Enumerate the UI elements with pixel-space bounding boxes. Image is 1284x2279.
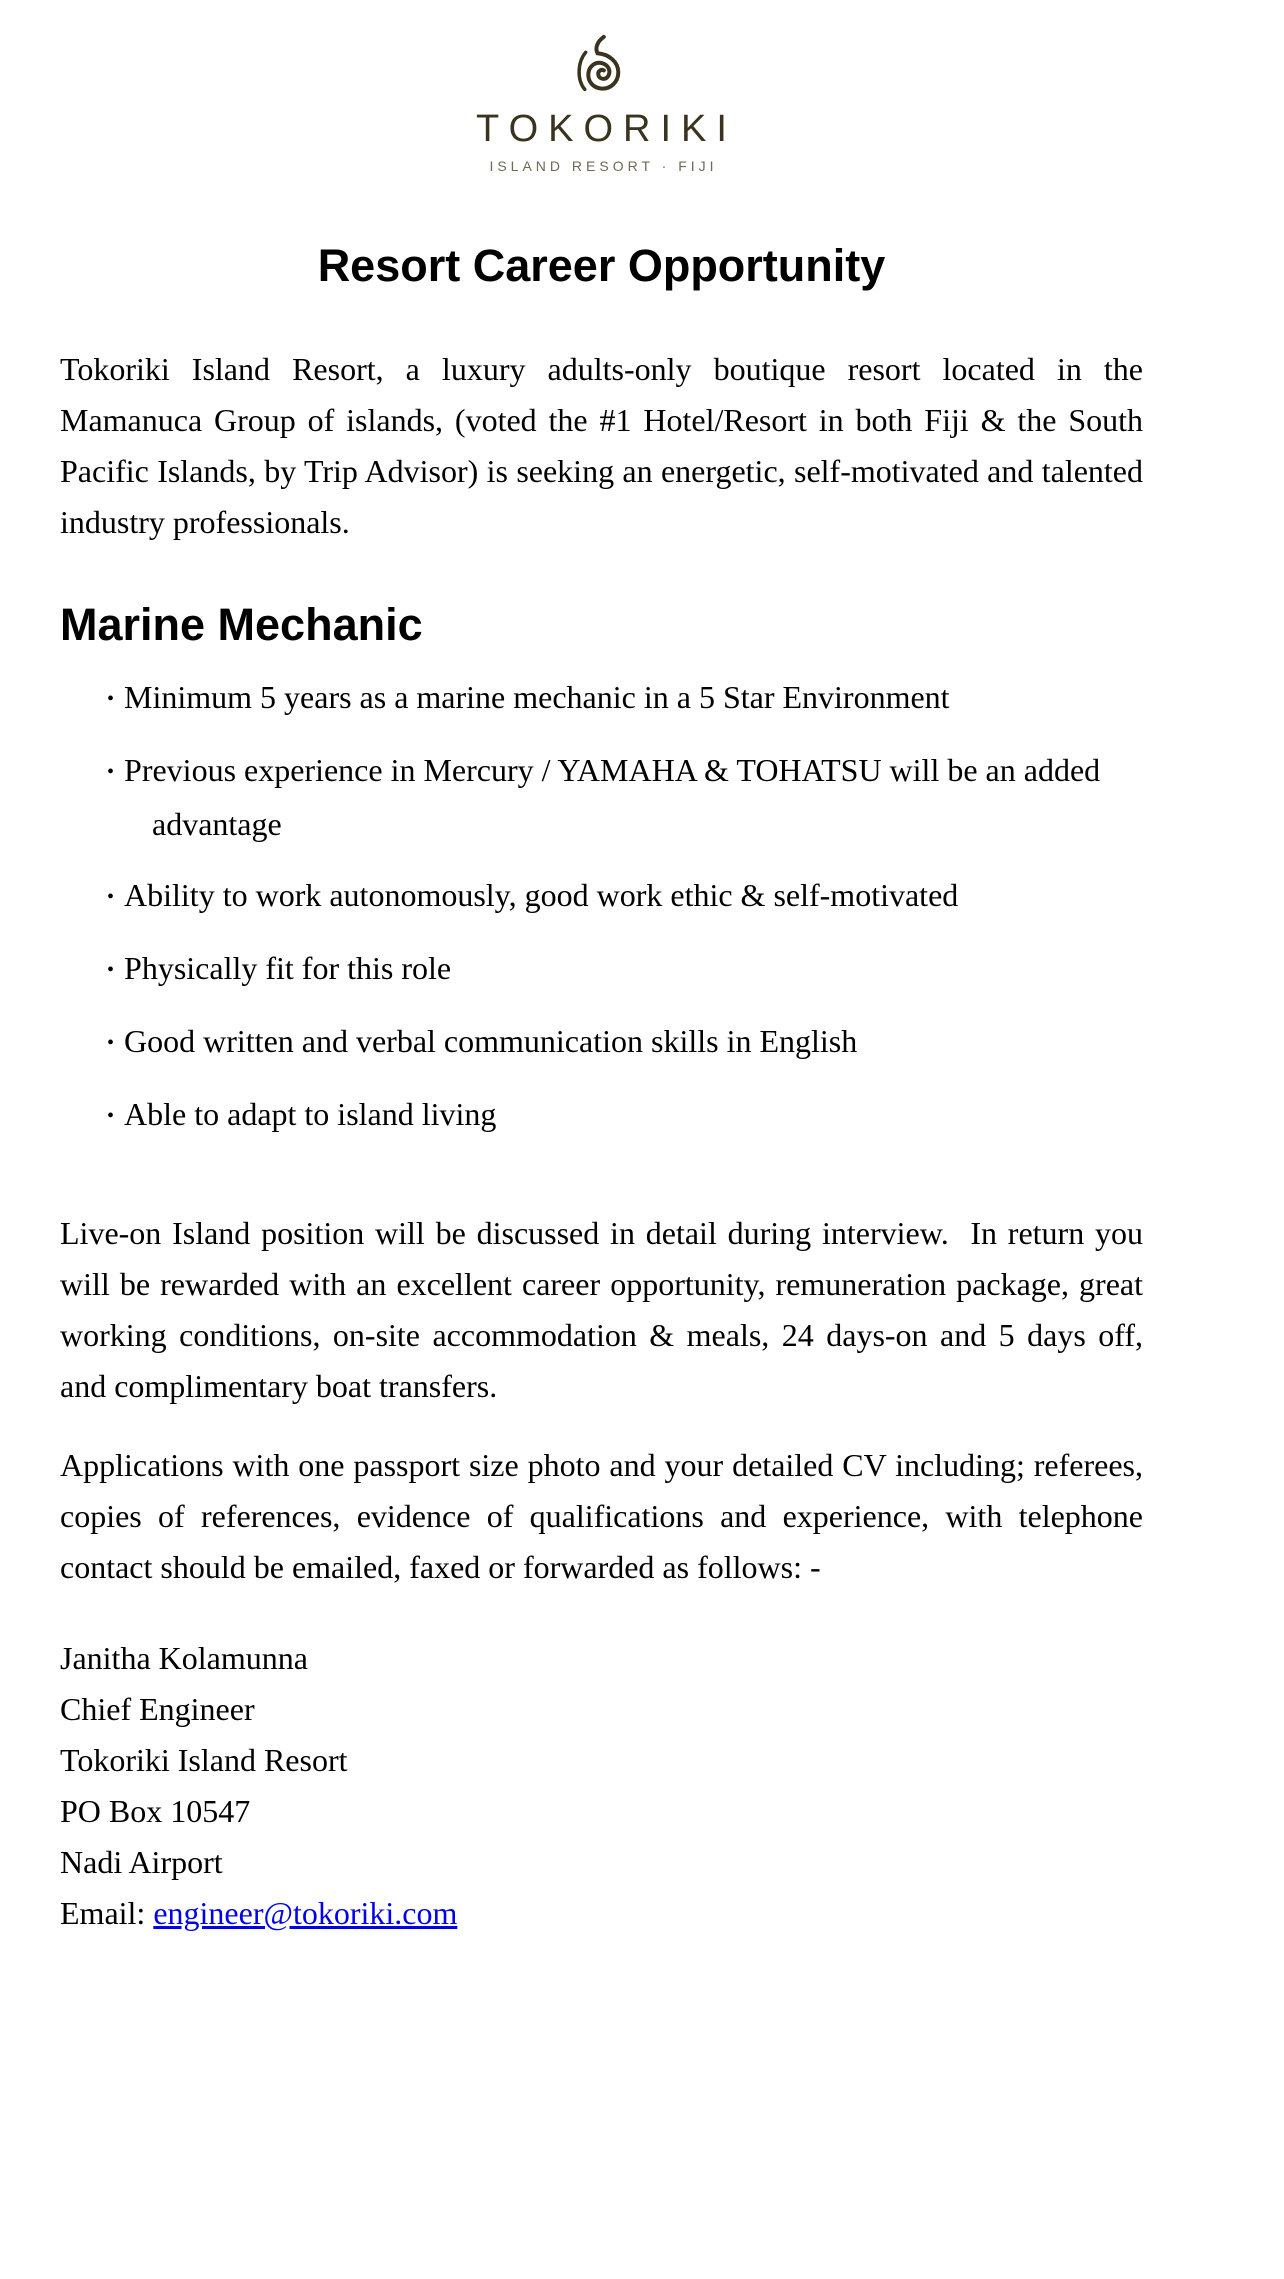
spiral-shell-icon bbox=[573, 34, 631, 96]
contact-location: Nadi Airport bbox=[60, 1844, 223, 1880]
job-advert-document bbox=[60, 0, 1143, 1939]
email-label: Email: bbox=[60, 1895, 154, 1931]
page-title: Resort Career Opportunity bbox=[317, 240, 886, 291]
email-link[interactable]: engineer@tokoriki.com bbox=[153, 1895, 458, 1931]
resort-logo bbox=[60, 34, 1143, 173]
details-paragraph: Live-on Island position will be discussed in detail during interview. In return you will be rewarded with an excellent career opportunity, remuneration package, great working conditions, on-site accommodation & meals, 24 days-on and 5 days off, and complimentary boat transfers. bbox=[60, 1215, 1143, 1404]
requirement-item: • Good written and verbal communication skills in English bbox=[60, 1015, 1143, 1069]
position-heading: Marine Mechanic bbox=[60, 599, 423, 650]
requirement-item: • Previous experience in Mercury / YAMAHA & TOHATSU will be an added advantage bbox=[60, 744, 1143, 850]
contact-organization: Tokoriki Island Resort bbox=[60, 1742, 348, 1778]
contact-block bbox=[60, 1633, 1143, 1939]
contact-name: Janitha Kolamunna bbox=[60, 1640, 308, 1676]
requirements-list bbox=[60, 671, 1143, 1142]
requirement-item: • Able to adapt to island living bbox=[60, 1088, 1143, 1142]
intro-paragraph: Tokoriki Island Resort, a luxury adults-only boutique resort located in the Mamanuca Group of islands, (voted the #1 Hotel/Resort in both Fiji & the South Pacific Islands, by Trip Advisor) is seeking an energetic, self-motivated and talented industry professionals. bbox=[60, 351, 1143, 540]
requirement-item: • Minimum 5 years as a marine mechanic in a 5 Star Environment bbox=[60, 671, 1143, 725]
logo-wordmark: TOKORIKI bbox=[476, 108, 737, 150]
requirement-item: • Physically fit for this role bbox=[60, 942, 1143, 996]
logo-tagline: ISLAND RESORT · FIJI bbox=[489, 158, 718, 174]
contact-email-line bbox=[60, 1888, 1143, 1939]
requirement-item: • Ability to work autonomously, good work ethic & self-motivated bbox=[60, 869, 1143, 923]
contact-job-title: Chief Engineer bbox=[60, 1691, 255, 1727]
application-paragraph: Applications with one passport size photo and your detailed CV including; referees, copies of references, evidence of qualifications and experience, with telephone contact should be emailed, faxed or forwarded as follows: - bbox=[60, 1447, 1143, 1585]
contact-po-box: PO Box 10547 bbox=[60, 1793, 251, 1829]
